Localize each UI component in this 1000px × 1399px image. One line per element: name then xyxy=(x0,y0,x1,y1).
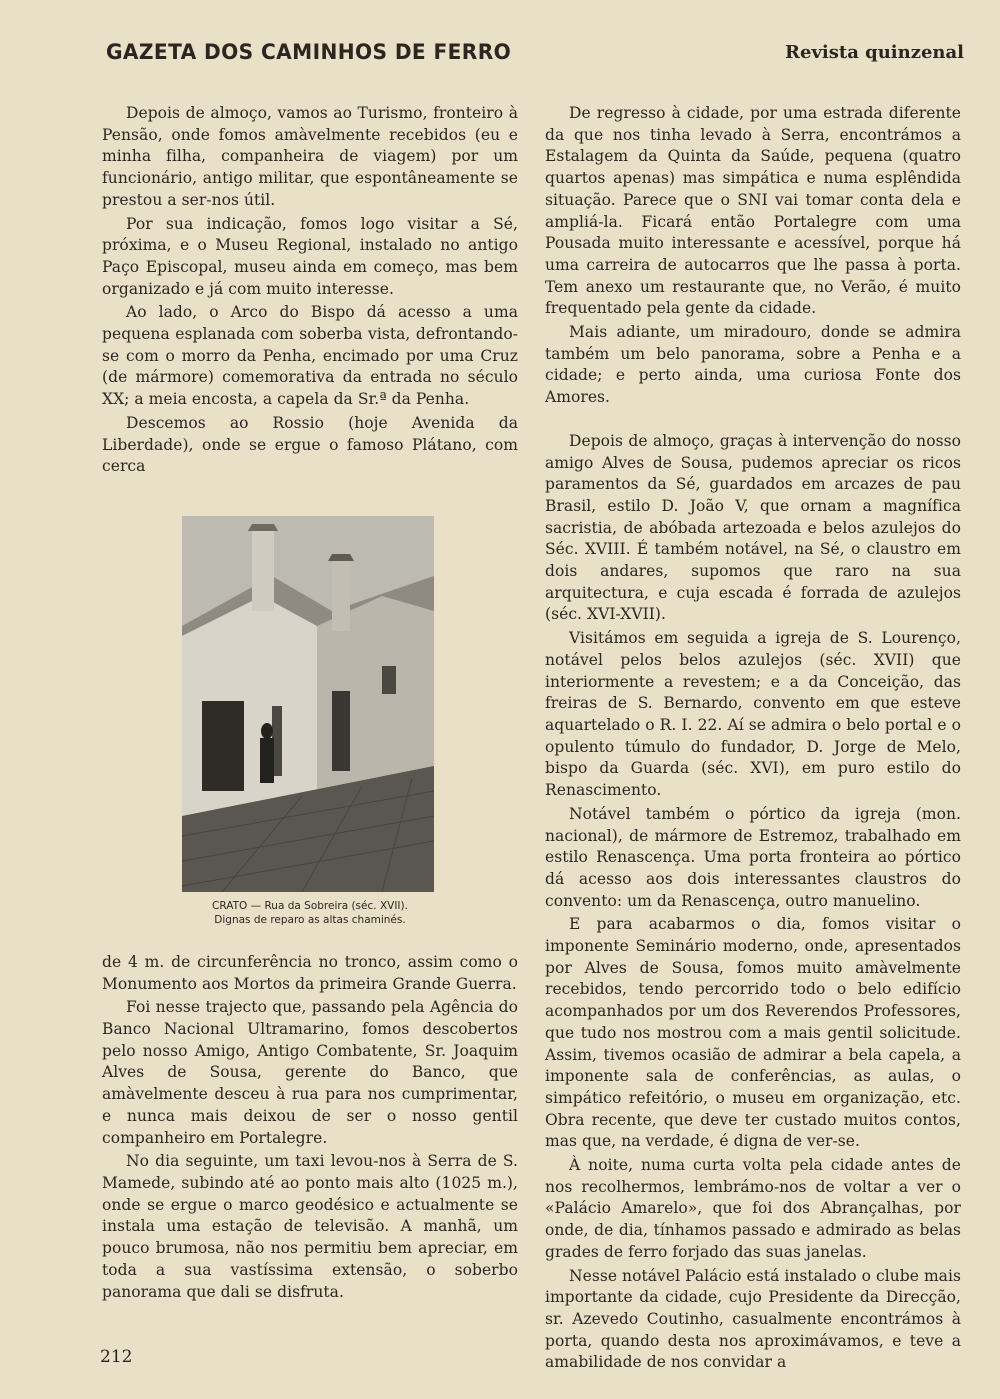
publication-title: GAZETA DOS CAMINHOS DE FERRO xyxy=(106,40,512,64)
paragraph: Notável também o pórtico da igreja (mon. nacional), de mármore de Estremoz, trabalhado em estilo Renascença. Uma porta fronteira ao pórtico dá acesso aos dois interessantes claustros do convento: um da Renascença, outro manuelino. xyxy=(545,804,961,910)
paragraph: de 4 m. de circunferência no tronco, assim como o Monumento aos Mortos da primeira Grande Guerra. xyxy=(102,952,518,993)
paragraph: À noite, numa curta volta pela cidade antes de nos recolhermos, lembrámo-nos de voltar a ver o «Palácio Amarelo», que foi dos Abrançalhas, por onde, de dia, tínhamos passado e admirado as belas grades de ferro forjado das suas janelas. xyxy=(545,1156,961,1261)
paragraph: Por sua indicação, fomos logo visitar a Sé, próxima, e o Museu Regional, instalado no antigo Paço Episcopal, museu ainda em começo, mas bem organizado e já com muito interesse. xyxy=(102,214,518,298)
left-column xyxy=(102,103,518,1303)
caption-line: Dignas de reparo as altas chaminés. xyxy=(214,913,406,926)
figure-caption xyxy=(102,899,518,927)
paragraph: No dia seguinte, um taxi levou-nos à Serra de S. Mamede, subindo até ao ponto mais alto (1025 m.), onde se ergue o marco geodésico e actualmente se instala uma estação de televisão. A manhã, um pouco brumosa, não nos permitiu bem apreciar, em toda a sua vastíssima extensão, o soberbo panorama que dali se disfruta. xyxy=(102,1152,518,1301)
paragraph: Descemos ao Rossio (hoje Avenida da Liberdade), onde se ergue o famoso Plátano, com cerca xyxy=(102,413,518,476)
publication-subtitle: Revista quinzenal xyxy=(785,42,964,63)
paragraph: Ao lado, o Arco do Bispo dá acesso a uma pequena esplanada com soberba vista, defrontando-se com o morro da Penha, encimado por uma Cruz (de mármore) comemorativa da entrada no século XX; a meia encosta, a capela da Sr.ª da Penha. xyxy=(102,303,518,409)
page-header xyxy=(106,40,964,74)
paragraph: Depois de almoço, vamos ao Turismo, fronteiro à Pensão, onde fomos amàvelmente recebidos (eu e minha filha, companheira de viagem) por um funcionário, antigo militar, que espontâneamente se prestou a ser-nos útil. xyxy=(102,104,518,209)
photo-illustration xyxy=(182,516,434,892)
paragraph: Nesse notável Palácio está instalado o clube mais importante da cidade, cujo Presidente da Direcção, sr. Azevedo Coutinho, casualmente encontrámos à porta, quando desta nos aproximávamos, e teve a amabilidade de nos convidar a xyxy=(545,1266,961,1372)
right-column xyxy=(545,103,961,1374)
figure xyxy=(102,484,518,952)
caption-line: CRATO — Rua da Sobreira (séc. XVII). xyxy=(212,899,408,912)
paragraph: Mais adiante, um miradouro, donde se admira também um belo panorama, sobre a Penha e a cidade; e perto ainda, uma curiosa Fonte dos Amores. xyxy=(545,323,961,407)
paragraph: E para acabarmos o dia, fomos visitar o imponente Seminário moderno, onde, apresentados por Alves de Sousa, fomos muito amàvelmente recebidos, tendo percorrido todo o belo edifício acompanhados por um dos Reverendos Professores, que tudo nos mostrou com a mais gentil solicitude. Assim, tivemos ocasião de admirar a bela capela, a imponente sala de conferências, as aulas, o simpático refeitório, o museu em organização, etc. Obra recente, que deve ter custado muitos contos, mas que, na verdade, é digna de ver-se. xyxy=(545,915,961,1151)
page-number: 212 xyxy=(100,1347,133,1367)
paragraph: Depois de almoço, graças à intervenção do nosso amigo Alves de Sousa, pudemos apreciar os ricos paramentos da Sé, guardados em arcazes de pau Brasil, estilo D. João V, que ornam a magnífica sacristia, de abóbada artezoada e belos azulejos do Séc. XVIII. É também notável, na Sé, o claustro em dois andares, supomos que raro na sua arquitectura, e cuja escada é forrada de azulejos (séc. XVI-XVII). xyxy=(545,431,961,624)
street-photo xyxy=(182,516,434,892)
paragraph: Foi nesse trajecto que, passando pela Agência do Banco Nacional Ultramarino, fomos descobertos pelo nosso Amigo, Antigo Combatente, Sr. Joaquim Alves de Sousa, gerente do Banco, que amàvelmente desceu à rua para nos cumprimentar, e nunca mais deixou de ser o nosso gentil companheiro em Portalegre. xyxy=(102,998,518,1147)
paragraph: De regresso à cidade, por uma estrada diferente da que nos tinha levado à Serra, encontrámos a Estalagem da Quinta da Saúde, pequena (quatro quartos apenas) mas simpática e numa esplêndida situação. Parece que o SNI vai tomar conta dela e ampliá-la. Ficará então Portalegre com uma Pousada muito interessante e acessível, porque há uma carreira de autocarros que lhe passa à porta. Tem anexo um restaurante que, no Verão, é muito frequentado pela gente da cidade. xyxy=(545,104,961,318)
paragraph: Visitámos em seguida a igreja de S. Lourenço, notável pelos belos azulejos (séc. XVII) que interiormente a revestem; e a da Conceição, das freiras de S. Bernardo, convento em que esteve aquartelado o R. I. 22. Aí se admira o belo portal e o opulento túmulo do fundador, D. Jorge de Melo, bispo da Guarda (séc. XVI), em puro estilo do Renascimento. xyxy=(545,629,961,800)
